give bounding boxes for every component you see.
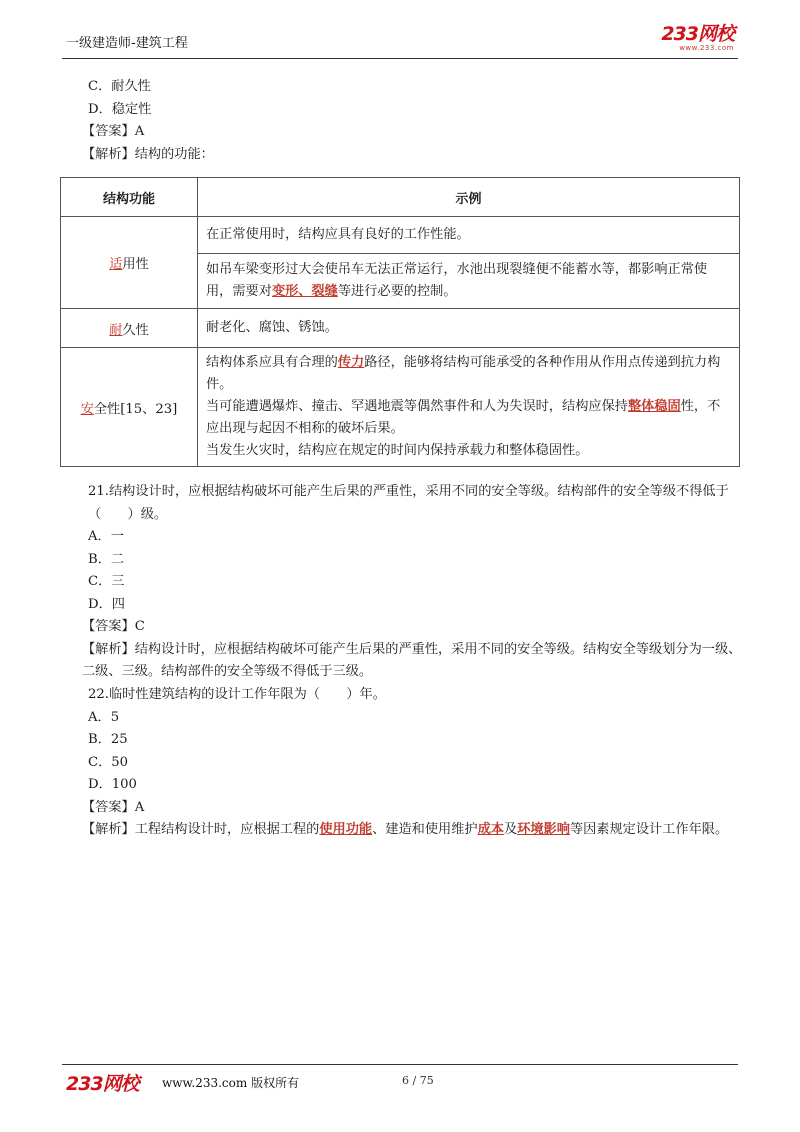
prev-question-tail: [82, 76, 743, 166]
option-b: B．二: [88, 551, 125, 567]
option-d: D．稳定性: [88, 101, 152, 117]
answer-label: 【答案】: [82, 799, 135, 815]
table-row: [61, 217, 740, 254]
analysis-line: [82, 144, 743, 167]
highlight: 整体稳固: [628, 399, 681, 414]
analysis-text: 、建造和使用维护: [372, 822, 478, 837]
cell-text: 全性[15、23]: [93, 401, 178, 417]
analysis-text: 等因素规定设计工作年限。: [569, 822, 729, 837]
option-d: D．四: [88, 596, 125, 612]
table-head-function: 结构功能: [61, 178, 198, 217]
cell-text: 久性: [122, 322, 149, 338]
analysis-text: 结构的功能：: [134, 146, 214, 162]
page-header: [62, 24, 738, 59]
cell-text: 路径，能够将结构可能承受的各种作用从作用点传递到抗力构件。: [206, 355, 721, 392]
option-b: B．25: [88, 732, 128, 747]
option-a: A．5: [88, 709, 120, 725]
answer-line: [82, 121, 743, 144]
cell-example: [198, 348, 740, 467]
cell-example: 耐老化、腐蚀、锈蚀。: [198, 309, 740, 348]
header-title: 一级建造师-建筑工程: [66, 36, 188, 51]
analysis-label: 【解析】: [82, 146, 135, 162]
highlight: 安: [80, 401, 94, 417]
table-header-row: [61, 178, 740, 217]
question-stem: 21.结构设计时，应根据结构破坏可能产生后果的严重性，采用不同的安全等级。结构部件的安全等级不得低于（ ）级。: [88, 484, 729, 522]
option-c: C．50: [88, 754, 129, 770]
option-a: A．一: [88, 529, 124, 544]
cell-safety: [61, 348, 198, 467]
brand-logo: [661, 24, 734, 52]
highlight: 耐: [109, 322, 123, 338]
question-22: [82, 684, 743, 842]
table-head-example: 示例: [198, 178, 740, 217]
footer-site: www.233.com 版权所有: [162, 1076, 300, 1090]
answer-label: 【答案】: [82, 124, 135, 139]
structure-function-table: [60, 177, 740, 467]
analysis-text: 结构设计时，应根据结构破坏可能产生后果的严重性，采用不同的安全等级。结构安全等级划分为一级、二级、三级。结构部件的安全等级不得低于三级。: [82, 641, 742, 679]
cell-text: 用性: [122, 257, 149, 272]
analysis-label: 【解析】: [82, 641, 135, 657]
answer-value: C: [134, 619, 145, 634]
highlight: 使用功能: [319, 822, 373, 837]
option-c: C．三: [88, 574, 125, 589]
analysis-line: [82, 639, 743, 684]
cell-text: 等进行必要的控制。: [337, 284, 457, 299]
highlight: 成本: [477, 822, 504, 837]
highlight: 传力: [337, 355, 365, 370]
footer-logo: 233网校: [66, 1073, 139, 1095]
analysis-line: [82, 819, 743, 842]
page-footer: [62, 1064, 738, 1095]
option-d: D．100: [88, 777, 137, 792]
answer-label: 【答案】: [82, 619, 135, 634]
highlight: 适: [109, 257, 123, 272]
table-row: [61, 309, 740, 348]
question-stem: 22.临时性建筑结构的设计工作年限为（ ）年。: [88, 687, 386, 702]
cell-example: 在正常使用时，结构应具有良好的工作性能。: [198, 217, 740, 254]
cell-paragraph: [206, 352, 731, 396]
cell-text: 结构体系应具有合理的: [206, 355, 338, 370]
cell-durability: [61, 309, 198, 348]
analysis-text: 工程结构设计时，应根据工程的: [134, 822, 320, 837]
cell-applicability: [61, 217, 198, 309]
analysis-label: 【解析】: [82, 822, 135, 837]
option-c: C．耐久性: [88, 79, 151, 94]
answer-value: A: [134, 799, 145, 815]
question-21: [82, 481, 743, 684]
analysis-text: 及: [504, 822, 518, 837]
cell-text: 性，不应出现与起因不相称的破坏后果。: [206, 399, 721, 436]
logo-subtext: www.233.com: [679, 44, 734, 52]
highlight: 变形、裂缝: [271, 284, 338, 299]
answer-line: [82, 797, 743, 820]
page-number: 6 / 75: [402, 1074, 434, 1087]
answer-value: A: [134, 124, 145, 139]
cell-example: [198, 254, 740, 309]
logo-text: 233网校: [661, 23, 734, 45]
cell-paragraph: 当发生火灾时，结构应在规定的时间内保持承载力和整体稳固性。: [206, 443, 589, 458]
highlight: 环境影响: [517, 822, 570, 837]
cell-text: 当可能遭遇爆炸、撞击、罕遇地震等偶然事件和人为失误时，结构应保持: [206, 399, 628, 414]
table-row: [61, 348, 740, 467]
cell-paragraph: [206, 396, 731, 440]
answer-line: [82, 616, 743, 639]
cell-text: 如吊车梁变形过大会使吊车无法正常运行，水池出现裂缝便不能蓄水等，都影响正常使用，需要对: [206, 262, 708, 299]
